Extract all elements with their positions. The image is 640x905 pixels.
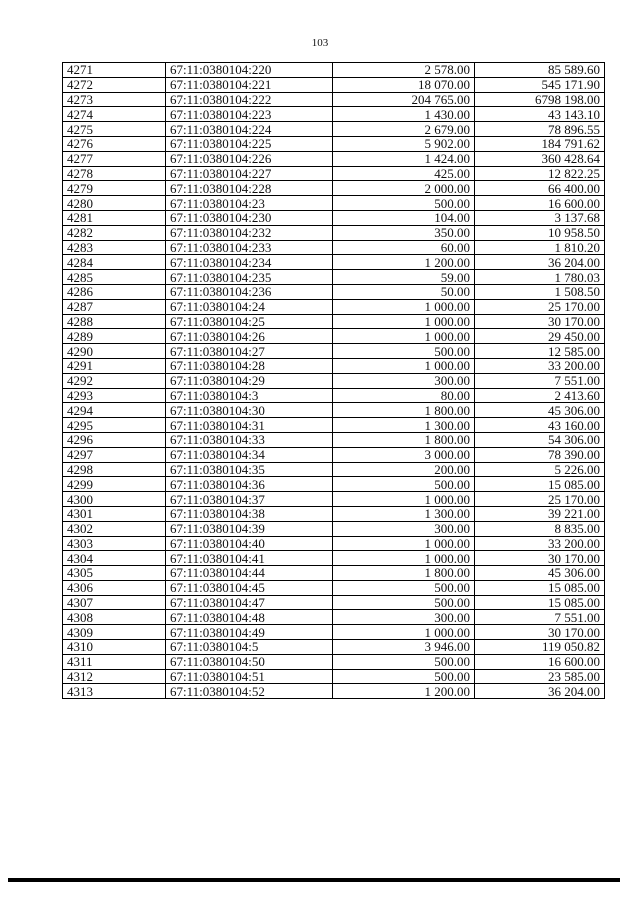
area-cell: 425.00 bbox=[333, 166, 475, 181]
value-cell: 15 085.00 bbox=[475, 595, 605, 610]
value-cell: 45 306.00 bbox=[475, 566, 605, 581]
value-cell: 78 896.55 bbox=[475, 122, 605, 137]
row-number-cell: 4281 bbox=[63, 210, 166, 225]
area-cell: 1 424.00 bbox=[333, 151, 475, 166]
cadastral-number-cell: 67:11:0380104:47 bbox=[166, 595, 333, 610]
table-row bbox=[63, 314, 605, 329]
value-cell: 25 170.00 bbox=[475, 299, 605, 314]
table-row bbox=[63, 462, 605, 477]
table-row bbox=[63, 669, 605, 684]
value-cell: 3 137.68 bbox=[475, 210, 605, 225]
row-number-cell: 4308 bbox=[63, 610, 166, 625]
value-cell: 12 585.00 bbox=[475, 344, 605, 359]
cadastral-number-cell: 67:11:0380104:24 bbox=[166, 299, 333, 314]
value-cell: 12 822.25 bbox=[475, 166, 605, 181]
table-row bbox=[63, 684, 605, 699]
cadastral-number-cell: 67:11:0380104:30 bbox=[166, 403, 333, 418]
row-number-cell: 4295 bbox=[63, 418, 166, 433]
row-number-cell: 4291 bbox=[63, 358, 166, 373]
cadastral-number-cell: 67:11:0380104:48 bbox=[166, 610, 333, 625]
page-number: 103 bbox=[311, 37, 329, 49]
table-row bbox=[63, 625, 605, 640]
cadastral-number-cell: 67:11:0380104:44 bbox=[166, 566, 333, 581]
area-cell: 50.00 bbox=[333, 284, 475, 299]
value-cell: 43 143.10 bbox=[475, 107, 605, 122]
area-cell: 1 000.00 bbox=[333, 358, 475, 373]
table-row bbox=[63, 432, 605, 447]
value-cell: 7 551.00 bbox=[475, 610, 605, 625]
cadastral-number-cell: 67:11:0380104:49 bbox=[166, 625, 333, 640]
row-number-cell: 4307 bbox=[63, 595, 166, 610]
row-number-cell: 4276 bbox=[63, 136, 166, 151]
area-cell: 60.00 bbox=[333, 240, 475, 255]
value-cell: 16 600.00 bbox=[475, 654, 605, 669]
cadastral-number-cell: 67:11:0380104:230 bbox=[166, 210, 333, 225]
area-cell: 2 578.00 bbox=[333, 63, 475, 78]
value-cell: 85 589.60 bbox=[475, 63, 605, 78]
cadastral-number-cell: 67:11:0380104:36 bbox=[166, 477, 333, 492]
value-cell: 1 810.20 bbox=[475, 240, 605, 255]
cadastral-number-cell: 67:11:0380104:31 bbox=[166, 418, 333, 433]
cadastral-number-cell: 67:11:0380104:233 bbox=[166, 240, 333, 255]
row-number-cell: 4296 bbox=[63, 432, 166, 447]
row-number-cell: 4285 bbox=[63, 270, 166, 285]
table-row bbox=[63, 122, 605, 137]
cadastral-number-cell: 67:11:0380104:45 bbox=[166, 580, 333, 595]
value-cell: 360 428.64 bbox=[475, 151, 605, 166]
row-number-cell: 4289 bbox=[63, 329, 166, 344]
value-cell: 1 508.50 bbox=[475, 284, 605, 299]
area-cell: 500.00 bbox=[333, 344, 475, 359]
table-row bbox=[63, 181, 605, 196]
row-number-cell: 4302 bbox=[63, 521, 166, 536]
value-cell: 45 306.00 bbox=[475, 403, 605, 418]
value-cell: 36 204.00 bbox=[475, 684, 605, 699]
area-cell: 500.00 bbox=[333, 654, 475, 669]
cadastre-table bbox=[62, 62, 605, 699]
value-cell: 15 085.00 bbox=[475, 477, 605, 492]
table-row bbox=[63, 566, 605, 581]
cadastral-number-cell: 67:11:0380104:37 bbox=[166, 492, 333, 507]
value-cell: 33 200.00 bbox=[475, 536, 605, 551]
row-number-cell: 4284 bbox=[63, 255, 166, 270]
value-cell: 16 600.00 bbox=[475, 196, 605, 211]
value-cell: 8 835.00 bbox=[475, 521, 605, 536]
value-cell: 119 050.82 bbox=[475, 640, 605, 655]
row-number-cell: 4288 bbox=[63, 314, 166, 329]
value-cell: 33 200.00 bbox=[475, 358, 605, 373]
row-number-cell: 4290 bbox=[63, 344, 166, 359]
cadastral-number-cell: 67:11:0380104:38 bbox=[166, 506, 333, 521]
area-cell: 2 679.00 bbox=[333, 122, 475, 137]
area-cell: 1 300.00 bbox=[333, 506, 475, 521]
area-cell: 80.00 bbox=[333, 388, 475, 403]
table-row bbox=[63, 329, 605, 344]
area-cell: 1 200.00 bbox=[333, 255, 475, 270]
cadastral-number-cell: 67:11:0380104:52 bbox=[166, 684, 333, 699]
area-cell: 59.00 bbox=[333, 270, 475, 285]
area-cell: 2 000.00 bbox=[333, 181, 475, 196]
row-number-cell: 4309 bbox=[63, 625, 166, 640]
cadastral-number-cell: 67:11:0380104:221 bbox=[166, 77, 333, 92]
value-cell: 6798 198.00 bbox=[475, 92, 605, 107]
value-cell: 30 170.00 bbox=[475, 625, 605, 640]
cadastral-number-cell: 67:11:0380104:227 bbox=[166, 166, 333, 181]
cadastral-number-cell: 67:11:0380104:220 bbox=[166, 63, 333, 78]
table-row bbox=[63, 255, 605, 270]
value-cell: 78 390.00 bbox=[475, 447, 605, 462]
table-row bbox=[63, 595, 605, 610]
cadastral-number-cell: 67:11:0380104:234 bbox=[166, 255, 333, 270]
cadastral-number-cell: 67:11:0380104:222 bbox=[166, 92, 333, 107]
area-cell: 3 000.00 bbox=[333, 447, 475, 462]
cadastral-number-cell: 67:11:0380104:3 bbox=[166, 388, 333, 403]
area-cell: 500.00 bbox=[333, 580, 475, 595]
row-number-cell: 4274 bbox=[63, 107, 166, 122]
area-cell: 1 000.00 bbox=[333, 492, 475, 507]
cadastral-number-cell: 67:11:0380104:23 bbox=[166, 196, 333, 211]
table-row bbox=[63, 551, 605, 566]
area-cell: 204 765.00 bbox=[333, 92, 475, 107]
cadastral-number-cell: 67:11:0380104:236 bbox=[166, 284, 333, 299]
table-row bbox=[63, 225, 605, 240]
table-body bbox=[63, 63, 605, 699]
value-cell: 15 085.00 bbox=[475, 580, 605, 595]
row-number-cell: 4310 bbox=[63, 640, 166, 655]
cadastral-number-cell: 67:11:0380104:26 bbox=[166, 329, 333, 344]
table-row bbox=[63, 270, 605, 285]
row-number-cell: 4282 bbox=[63, 225, 166, 240]
cadastral-number-cell: 67:11:0380104:40 bbox=[166, 536, 333, 551]
row-number-cell: 4311 bbox=[63, 654, 166, 669]
row-number-cell: 4300 bbox=[63, 492, 166, 507]
area-cell: 1 800.00 bbox=[333, 432, 475, 447]
area-cell: 1 200.00 bbox=[333, 684, 475, 699]
cadastral-number-cell: 67:11:0380104:39 bbox=[166, 521, 333, 536]
cadastral-number-cell: 67:11:0380104:25 bbox=[166, 314, 333, 329]
cadastral-number-cell: 67:11:0380104:29 bbox=[166, 373, 333, 388]
area-cell: 1 000.00 bbox=[333, 625, 475, 640]
value-cell: 10 958.50 bbox=[475, 225, 605, 240]
row-number-cell: 4299 bbox=[63, 477, 166, 492]
table-row bbox=[63, 373, 605, 388]
area-cell: 1 800.00 bbox=[333, 566, 475, 581]
cadastral-number-cell: 67:11:0380104:235 bbox=[166, 270, 333, 285]
row-number-cell: 4297 bbox=[63, 447, 166, 462]
row-number-cell: 4313 bbox=[63, 684, 166, 699]
table-row bbox=[63, 151, 605, 166]
value-cell: 7 551.00 bbox=[475, 373, 605, 388]
value-cell: 30 170.00 bbox=[475, 314, 605, 329]
cadastral-number-cell: 67:11:0380104:225 bbox=[166, 136, 333, 151]
value-cell: 2 413.60 bbox=[475, 388, 605, 403]
value-cell: 545 171.90 bbox=[475, 77, 605, 92]
value-cell: 30 170.00 bbox=[475, 551, 605, 566]
cadastral-number-cell: 67:11:0380104:33 bbox=[166, 432, 333, 447]
table-row bbox=[63, 210, 605, 225]
value-cell: 36 204.00 bbox=[475, 255, 605, 270]
value-cell: 29 450.00 bbox=[475, 329, 605, 344]
area-cell: 200.00 bbox=[333, 462, 475, 477]
table-row bbox=[63, 344, 605, 359]
cadastral-number-cell: 67:11:0380104:34 bbox=[166, 447, 333, 462]
row-number-cell: 4292 bbox=[63, 373, 166, 388]
cadastral-number-cell: 67:11:0380104:5 bbox=[166, 640, 333, 655]
row-number-cell: 4312 bbox=[63, 669, 166, 684]
table-row bbox=[63, 477, 605, 492]
table-row bbox=[63, 521, 605, 536]
value-cell: 43 160.00 bbox=[475, 418, 605, 433]
cadastral-number-cell: 67:11:0380104:27 bbox=[166, 344, 333, 359]
table-row bbox=[63, 299, 605, 314]
row-number-cell: 4301 bbox=[63, 506, 166, 521]
row-number-cell: 4280 bbox=[63, 196, 166, 211]
area-cell: 1 000.00 bbox=[333, 329, 475, 344]
area-cell: 500.00 bbox=[333, 477, 475, 492]
row-number-cell: 4275 bbox=[63, 122, 166, 137]
row-number-cell: 4304 bbox=[63, 551, 166, 566]
table-row bbox=[63, 358, 605, 373]
cadastral-number-cell: 67:11:0380104:28 bbox=[166, 358, 333, 373]
table-row bbox=[63, 403, 605, 418]
area-cell: 1 800.00 bbox=[333, 403, 475, 418]
row-number-cell: 4279 bbox=[63, 181, 166, 196]
table-row bbox=[63, 447, 605, 462]
cadastral-number-cell: 67:11:0380104:228 bbox=[166, 181, 333, 196]
value-cell: 39 221.00 bbox=[475, 506, 605, 521]
value-cell: 1 780.03 bbox=[475, 270, 605, 285]
area-cell: 300.00 bbox=[333, 521, 475, 536]
table-row bbox=[63, 654, 605, 669]
row-number-cell: 4287 bbox=[63, 299, 166, 314]
row-number-cell: 4303 bbox=[63, 536, 166, 551]
value-cell: 184 791.62 bbox=[475, 136, 605, 151]
table-row bbox=[63, 166, 605, 181]
value-cell: 5 226.00 bbox=[475, 462, 605, 477]
area-cell: 1 430.00 bbox=[333, 107, 475, 122]
row-number-cell: 4298 bbox=[63, 462, 166, 477]
row-number-cell: 4278 bbox=[63, 166, 166, 181]
table-row bbox=[63, 196, 605, 211]
area-cell: 104.00 bbox=[333, 210, 475, 225]
row-number-cell: 4306 bbox=[63, 580, 166, 595]
value-cell: 23 585.00 bbox=[475, 669, 605, 684]
row-number-cell: 4272 bbox=[63, 77, 166, 92]
area-cell: 1 000.00 bbox=[333, 551, 475, 566]
row-number-cell: 4273 bbox=[63, 92, 166, 107]
row-number-cell: 4277 bbox=[63, 151, 166, 166]
bottom-rule bbox=[8, 878, 620, 882]
table-row bbox=[63, 640, 605, 655]
area-cell: 3 946.00 bbox=[333, 640, 475, 655]
table-row bbox=[63, 136, 605, 151]
table-row bbox=[63, 77, 605, 92]
area-cell: 300.00 bbox=[333, 373, 475, 388]
row-number-cell: 4271 bbox=[63, 63, 166, 78]
row-number-cell: 4294 bbox=[63, 403, 166, 418]
cadastral-number-cell: 67:11:0380104:50 bbox=[166, 654, 333, 669]
area-cell: 18 070.00 bbox=[333, 77, 475, 92]
table-row bbox=[63, 92, 605, 107]
area-cell: 1 000.00 bbox=[333, 536, 475, 551]
table-row bbox=[63, 536, 605, 551]
table-row bbox=[63, 492, 605, 507]
table-row bbox=[63, 418, 605, 433]
table-row bbox=[63, 284, 605, 299]
table-row bbox=[63, 63, 605, 78]
value-cell: 54 306.00 bbox=[475, 432, 605, 447]
value-cell: 25 170.00 bbox=[475, 492, 605, 507]
cadastral-number-cell: 67:11:0380104:223 bbox=[166, 107, 333, 122]
cadastral-number-cell: 67:11:0380104:224 bbox=[166, 122, 333, 137]
row-number-cell: 4305 bbox=[63, 566, 166, 581]
row-number-cell: 4293 bbox=[63, 388, 166, 403]
row-number-cell: 4283 bbox=[63, 240, 166, 255]
area-cell: 1 000.00 bbox=[333, 314, 475, 329]
cadastral-number-cell: 67:11:0380104:226 bbox=[166, 151, 333, 166]
table-row bbox=[63, 506, 605, 521]
area-cell: 1 300.00 bbox=[333, 418, 475, 433]
cadastral-number-cell: 67:11:0380104:41 bbox=[166, 551, 333, 566]
table-row bbox=[63, 388, 605, 403]
table-row bbox=[63, 107, 605, 122]
cadastral-number-cell: 67:11:0380104:35 bbox=[166, 462, 333, 477]
area-cell: 350.00 bbox=[333, 225, 475, 240]
area-cell: 1 000.00 bbox=[333, 299, 475, 314]
table-row bbox=[63, 610, 605, 625]
table-row bbox=[63, 580, 605, 595]
area-cell: 500.00 bbox=[333, 669, 475, 684]
table-row bbox=[63, 240, 605, 255]
row-number-cell: 4286 bbox=[63, 284, 166, 299]
area-cell: 300.00 bbox=[333, 610, 475, 625]
area-cell: 500.00 bbox=[333, 595, 475, 610]
value-cell: 66 400.00 bbox=[475, 181, 605, 196]
cadastral-number-cell: 67:11:0380104:232 bbox=[166, 225, 333, 240]
area-cell: 500.00 bbox=[333, 196, 475, 211]
area-cell: 5 902.00 bbox=[333, 136, 475, 151]
cadastral-number-cell: 67:11:0380104:51 bbox=[166, 669, 333, 684]
